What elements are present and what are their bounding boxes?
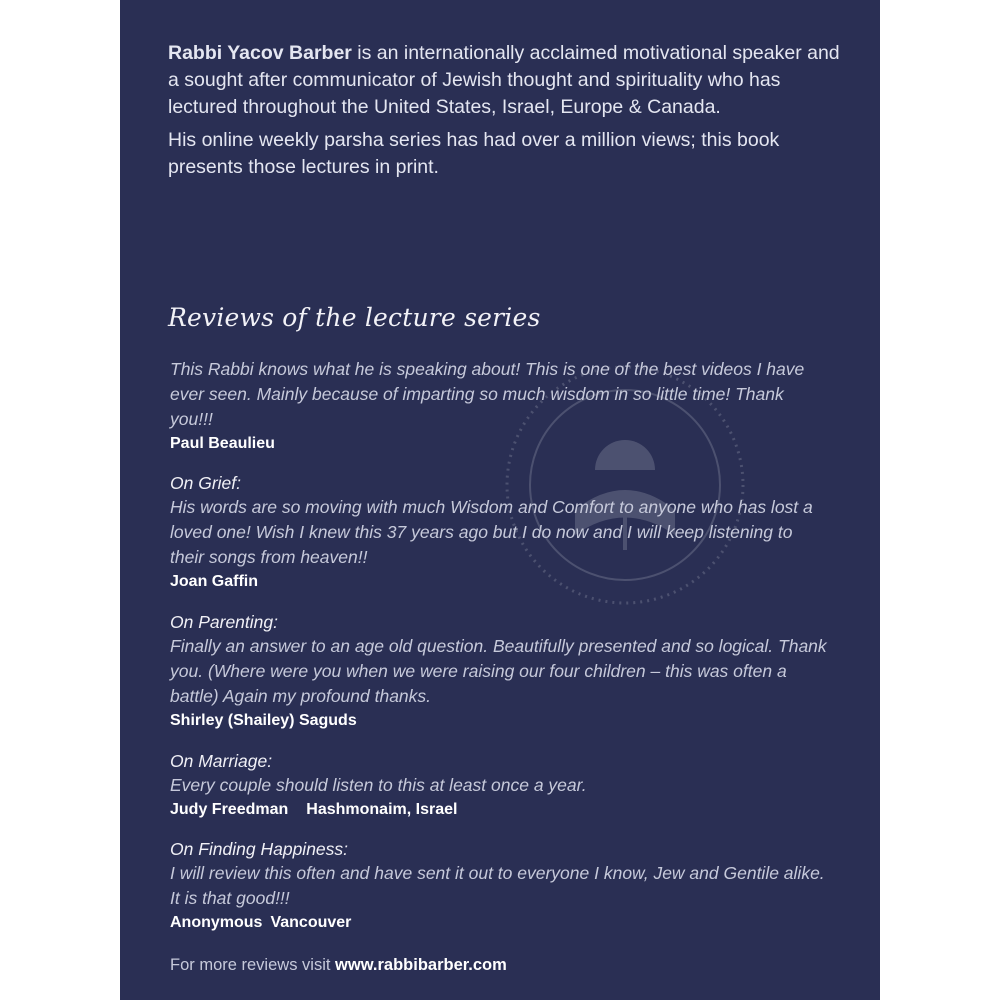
review-author-name: Joan Gaffin [170,573,259,590]
review-topic: On Grief: [170,473,241,493]
review-author [170,912,830,934]
review-author-location: Vancouver [270,914,352,931]
bio-paragraph-1 [168,40,848,121]
review-author-location: Hashmonaim, Israel [306,801,458,818]
review-item [170,838,830,934]
author-bio [168,40,848,187]
review-author-name: Shirley (Shailey) Saguds [170,712,357,729]
website-link[interactable]: www.rabbibarber.com [335,956,507,974]
review-author [170,799,830,821]
review-topic: On Finding Happiness: [170,839,349,859]
review-quote: This Rabbi knows what he is speaking about! This is one of the best videos I have ever seen. Mainly because of imparting so much wisdom in so little time! Thank you!!! [170,359,805,429]
review-author [170,433,830,455]
author-name: Rabbi Yacov Barber [168,42,352,64]
review-quote: Every couple should listen to this at least once a year. [170,775,587,795]
bio-paragraph-1-text: is an internationally acclaimed motivational speaker and a sought after communicator of Jewish thought and spirituality who has lectured throughout the United States, Israel, Europe & Canada. [168,42,840,118]
review-author [170,571,830,593]
book-back-cover [120,0,880,1000]
footer-prefix: For more reviews visit [170,956,336,974]
review-quote: His words are so moving with much Wisdom and Comfort to anyone who has lost a loved one! Wish I knew this 37 years ago but I do now and I will keep listening to their songs from heaven!! [170,497,813,567]
bio-paragraph-2: His online weekly parsha series has had over a million views; this book presents those lectures in print. [168,129,780,178]
review-quote: I will review this often and have sent it out to everyone I know, Jew and Gentile alike. It is that good!!! [170,863,825,908]
review-item [170,357,830,455]
reviews-heading: Reviews of the lecture series [168,303,541,332]
review-author-name: Paul Beaulieu [170,435,275,452]
more-reviews-footer [170,956,507,975]
review-item [170,611,830,732]
review-topic: On Parenting: [170,612,278,632]
review-item [170,472,830,593]
review-author-name: Anonymous [170,914,263,931]
review-item [170,750,830,821]
review-author [170,710,830,732]
review-quote: Finally an answer to an age old question. Beautifully presented and so logical. Thank you. (Where were you when we were raising our four children – this was often a battle) Again my profound thanks. [170,636,827,706]
review-author-name: Judy Freedman [170,801,289,818]
review-topic: On Marriage: [170,751,273,771]
